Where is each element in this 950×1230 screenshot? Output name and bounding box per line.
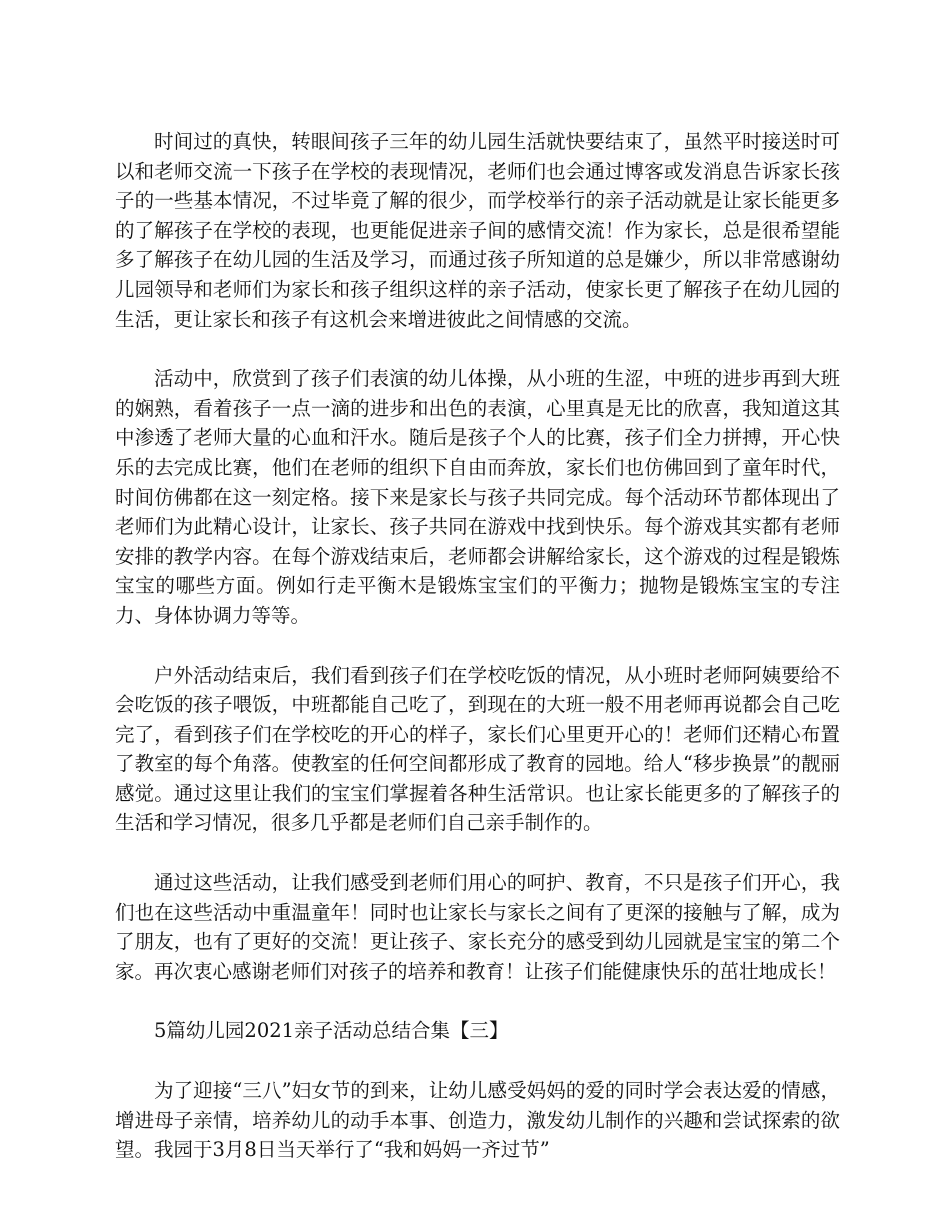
body-paragraph: 活动中，欣赏到了孩子们表演的幼儿体操，从小班的生涩，中班的进步再到大班的娴熟，看着孩子一点一滴的进步和出色的表演，心里真是无比的欣喜，我知道这其中渗透了老师大量的心血和汗水。随后是孩子个人的比赛，孩子们全力拼搏，开心快乐的去完成比赛，他们在老师的组织下自由而奔放，家长们也仿佛回到了童年时代，时间仿佛都在这一刻定格。接下来是家长与孩子共同完成。每个活动环节都体现出了老师们为此精心设计，让家长、孩子共同在游戏中找到快乐。每个游戏其实都有老师安排的教学内容。在每个游戏结束后，老师都会讲解给家长，这个游戏的过程是锻炼宝宝的哪些方面。例如行走平衡木是锻炼宝宝们的平衡力；抛物是锻炼宝宝的专注力、身体协调力等等。 (115, 367, 840, 627)
body-paragraph: 时间过的真快，转眼间孩子三年的幼儿园生活就快要结束了，虽然平时接送时可以和老师交流一下孩子在学校的表现情况，老师们也会通过博客或发消息告诉家长孩子的一些基本情况，不过毕竟了解的很少，而学校举行的亲子活动就是让家长能更多的了解孩子在学校的表现，也更能促进亲子间的感情交流！作为家长，总是很希望能多了解孩子在幼儿园的生活及学习，而通过孩子所知道的总是嫌少，所以非常感谢幼儿园领导和老师们为家长和孩子组织这样的亲子活动，使家长更了解孩子在幼儿园的生活，更让家长和孩子有这机会来增进彼此之间情感的交流。 (115, 130, 840, 331)
body-paragraph: 通过这些活动，让我们感受到老师们用心的呵护、教育，不只是孩子们开心，我们也在这些活动中重温童年！同时也让家长与家长之间有了更深的接触与了解，成为了朋友，也有了更好的交流！更让孩子、家长充分的感受到幼儿园就是宝宝的第二个家。再次衷心感谢老师们对孩子的培养和教育！让孩子们能健康快乐的茁壮地成长！ (115, 871, 840, 983)
section-heading: 5篇幼儿园2021亲子活动总结合集【三】 (154, 1019, 509, 1043)
body-paragraph: 户外活动结束后，我们看到孩子们在学校吃饭的情况，从小班时老师阿姨要给不会吃饭的孩子喂饭，中班都能自己吃了，到现在的大班一般不用老师再说都会自己吃完了，看到孩子们在学校吃的开心的样子，家长们心里更开心的！老师们还精心布置了教室的每个角落。使教室的任何空间都形成了教育的园地。给人“移步换景”的靓丽感觉。通过这里让我们的宝宝们掌握着各种生活常识。也让家长能更多的了解孩子的生活和学习情况，很多几乎都是老师们自己亲手制作的。 (115, 663, 840, 835)
body-paragraph: 为了迎接“三八”妇女节的到来，让幼儿感受妈妈的爱的同时学会表达爱的情感，增进母子亲情，培养幼儿的动手本事、创造力，激发幼儿制作的兴趣和尝试探索的欲望。我园于3月8日当天举行了“我和妈妈一齐过节” (115, 1079, 840, 1162)
document-body (115, 127, 840, 1195)
